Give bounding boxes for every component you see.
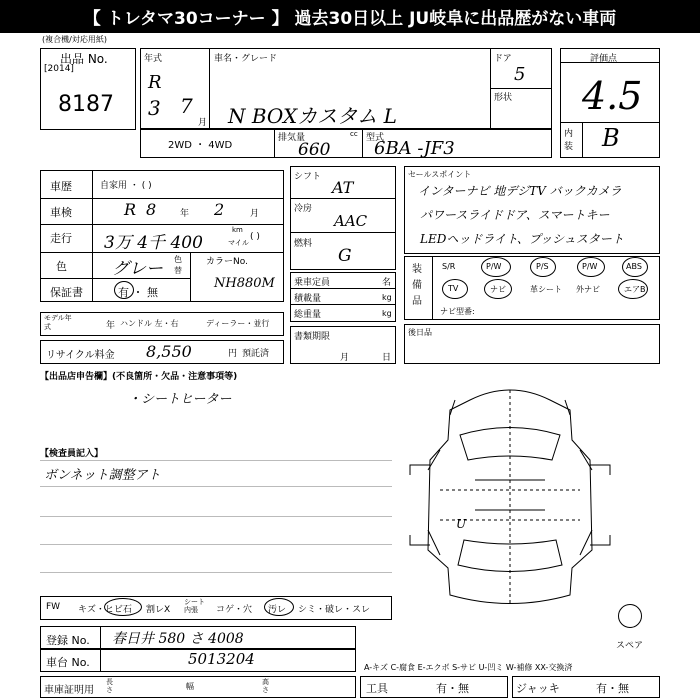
deadline-month: 月: [340, 353, 350, 363]
recycle-value: 8,550: [146, 342, 192, 361]
chip-dirt: 汚レ: [268, 605, 287, 615]
fuel-label: 燃料: [294, 239, 313, 249]
equip-abs-circle: [622, 257, 648, 277]
dealer-options: ディーラー・並行: [206, 319, 270, 328]
chip-dirt-circle: [264, 598, 294, 616]
year-era: R: [148, 72, 162, 93]
color-no-label: カラーNo.: [206, 257, 248, 267]
recycle-label: リサイクル料金: [46, 350, 115, 361]
car-damage-diagram: [400, 380, 620, 610]
equip-pw2-circle: [577, 257, 605, 277]
inspection-year-unit: 年: [180, 209, 190, 219]
displacement-label: 排気量: [278, 133, 306, 143]
warranty-options: 有 ・ 無: [118, 286, 158, 299]
lot-year: [2014]: [44, 64, 74, 74]
aircon-label: 冷房: [294, 204, 313, 214]
displacement-value: 660: [298, 140, 331, 160]
color-value: グレー: [112, 259, 163, 279]
drive-options: 2WD ・ 4WD: [168, 140, 233, 151]
inspection-year: 8: [146, 200, 157, 219]
capacity-label: 乗車定員: [294, 278, 331, 288]
year-month: 7: [180, 94, 193, 118]
gross-weight-label: 総重量: [294, 310, 322, 320]
spare-tire-icon: [618, 604, 642, 628]
mileage-paren: ( ): [250, 232, 260, 242]
equipment-label: 装備品: [412, 264, 422, 307]
equip-ext-navi: 外ナビ: [576, 285, 600, 294]
aircon-value: AAC: [334, 212, 368, 230]
chip-scratch-circle: [104, 598, 142, 616]
model-code-label: 型式: [366, 133, 385, 143]
mileage-unit-km: km: [232, 226, 243, 234]
chip-stain: シミ・破レ・スレ: [298, 605, 371, 615]
equip-tv: TV: [448, 284, 459, 293]
load-unit: kg: [382, 293, 392, 302]
equip-sr: S/R: [442, 262, 456, 271]
recycle-unit: 円: [228, 349, 238, 359]
equip-pw2: P/W: [582, 262, 598, 271]
chip-seat: シート 内張: [184, 598, 205, 614]
cert-label: 車庫証明用: [44, 685, 94, 696]
history-label: 車歴: [50, 180, 72, 193]
handle-options: ハンドル 左・右: [120, 319, 179, 328]
sales-line-3: LEDヘッドライト、プッシュスタート: [420, 232, 624, 246]
interior-value: B: [602, 124, 620, 152]
chassis-label: 車台 No.: [46, 656, 90, 669]
equip-navi-circle: [484, 279, 512, 299]
doors-label: ドア: [494, 54, 512, 64]
equip-ps: P/S: [536, 262, 549, 271]
year-month-unit: 月: [198, 118, 208, 128]
recycle-deposit: 預託済: [242, 349, 270, 359]
model-year-unit: 年: [106, 321, 116, 331]
registration-label: 登録 No.: [46, 634, 90, 647]
model-name-value: N BOXカスタム L: [228, 104, 397, 128]
shift-label: シフト: [294, 172, 322, 182]
score-value: 4.5: [582, 74, 643, 118]
delivery-box: [404, 324, 660, 364]
equip-ps-circle: [530, 257, 556, 277]
seller-notes-label: 【出品店申告欄】(不良箇所・欠品・注意事項等): [40, 372, 238, 382]
jack-label: ジャッキ: [516, 682, 560, 695]
cert-height: 高さ: [262, 678, 269, 694]
nav-model-label: ナビ型番:: [440, 307, 475, 316]
lot-number: 8187: [58, 92, 114, 117]
equip-tv-circle: [442, 279, 468, 299]
equip-pw-circle: [481, 257, 511, 277]
equip-airbag-circle: [618, 279, 648, 299]
banner-text: 【 トレタマ30コーナー 】 過去30日以上 JU岐阜に出品歴がない車両: [83, 9, 617, 29]
mileage-unit-mile: マイル: [228, 239, 249, 247]
warranty-label: 保証書: [50, 286, 83, 299]
score-label: 評価点: [590, 54, 618, 64]
inspection-month: 2: [214, 200, 225, 219]
capacity-unit: 名: [382, 278, 392, 288]
mileage-value: 3万 4千 400: [104, 233, 203, 253]
gross-weight-unit: kg: [382, 309, 392, 318]
inspection-era: R: [124, 200, 137, 219]
sales-line-1: インターナビ 地デジTV バックカメラ: [418, 184, 622, 198]
spare-label: スペア: [616, 641, 644, 651]
equip-navi: ナビ: [490, 285, 506, 294]
model-code-value: 6BA -JF3: [374, 138, 455, 159]
interior-label: 内装: [564, 129, 574, 152]
doors-value: 5: [514, 64, 526, 85]
displacement-unit: cc: [350, 130, 358, 138]
equip-leather: 革シート: [530, 285, 562, 294]
shift-value: AT: [332, 178, 354, 197]
mileage-label: 走行: [50, 232, 72, 245]
lot-label: 出品 No.: [60, 52, 108, 66]
model-year-label: モデル年式: [44, 314, 72, 331]
inspector-notes-text: ボンネット調整アト: [44, 468, 161, 483]
jack-options: 有・無: [596, 682, 629, 695]
delivery-label: 後日品: [408, 328, 432, 337]
chip-fw: FW: [46, 602, 61, 612]
color-no-value: NH880M: [214, 276, 275, 291]
inspection-month-unit: 月: [250, 209, 260, 219]
history-options: 自家用 ・ ( ): [100, 181, 152, 191]
equip-airbag: エアB: [624, 285, 646, 294]
tools-options: 有・無: [436, 682, 469, 695]
sub-caption: (複合機/対応用紙): [42, 35, 107, 44]
deadline-day: 日: [382, 353, 392, 363]
warranty-circle: [114, 281, 134, 299]
cert-width: 幅: [186, 682, 194, 691]
diagram-mark: U: [456, 517, 467, 531]
chip-crack: 割レX: [146, 605, 171, 615]
inspector-notes-label: 【検査員記入】: [40, 449, 104, 459]
color-label: 色: [56, 260, 67, 273]
tools-label: 工具: [366, 682, 388, 695]
shape-label: 形状: [494, 93, 513, 103]
sales-points-label: セールスポイント: [408, 170, 472, 179]
sales-line-2: パワースライドドア、スマートキー: [420, 208, 610, 222]
load-label: 積載量: [294, 294, 322, 304]
chip-burn: コゲ・穴: [216, 605, 253, 615]
year-label: 年式: [144, 54, 163, 64]
model-name-label: 車名・グレード: [214, 54, 278, 64]
equip-pw: P/W: [486, 262, 502, 271]
color-swap-label: 色替: [174, 255, 182, 275]
fuel-value: G: [338, 246, 352, 266]
registration-value: 春日井 580 さ 4008: [112, 631, 244, 647]
year-value: 3: [148, 96, 161, 120]
cert-length: 長さ: [106, 678, 113, 694]
damage-legend: A-キズ C-腐食 E-エクボ S-サビ U-凹ミ W-補修 XX-交換済: [364, 663, 573, 672]
seller-notes-text: ・シートヒーター: [128, 392, 232, 407]
deadline-label: 書類期限: [294, 332, 331, 342]
chassis-value: 5013204: [188, 650, 255, 668]
chip-scratch: キズ・ヒビ石: [78, 605, 132, 615]
equip-abs: ABS: [626, 262, 642, 271]
inspection-label: 車検: [50, 206, 72, 219]
